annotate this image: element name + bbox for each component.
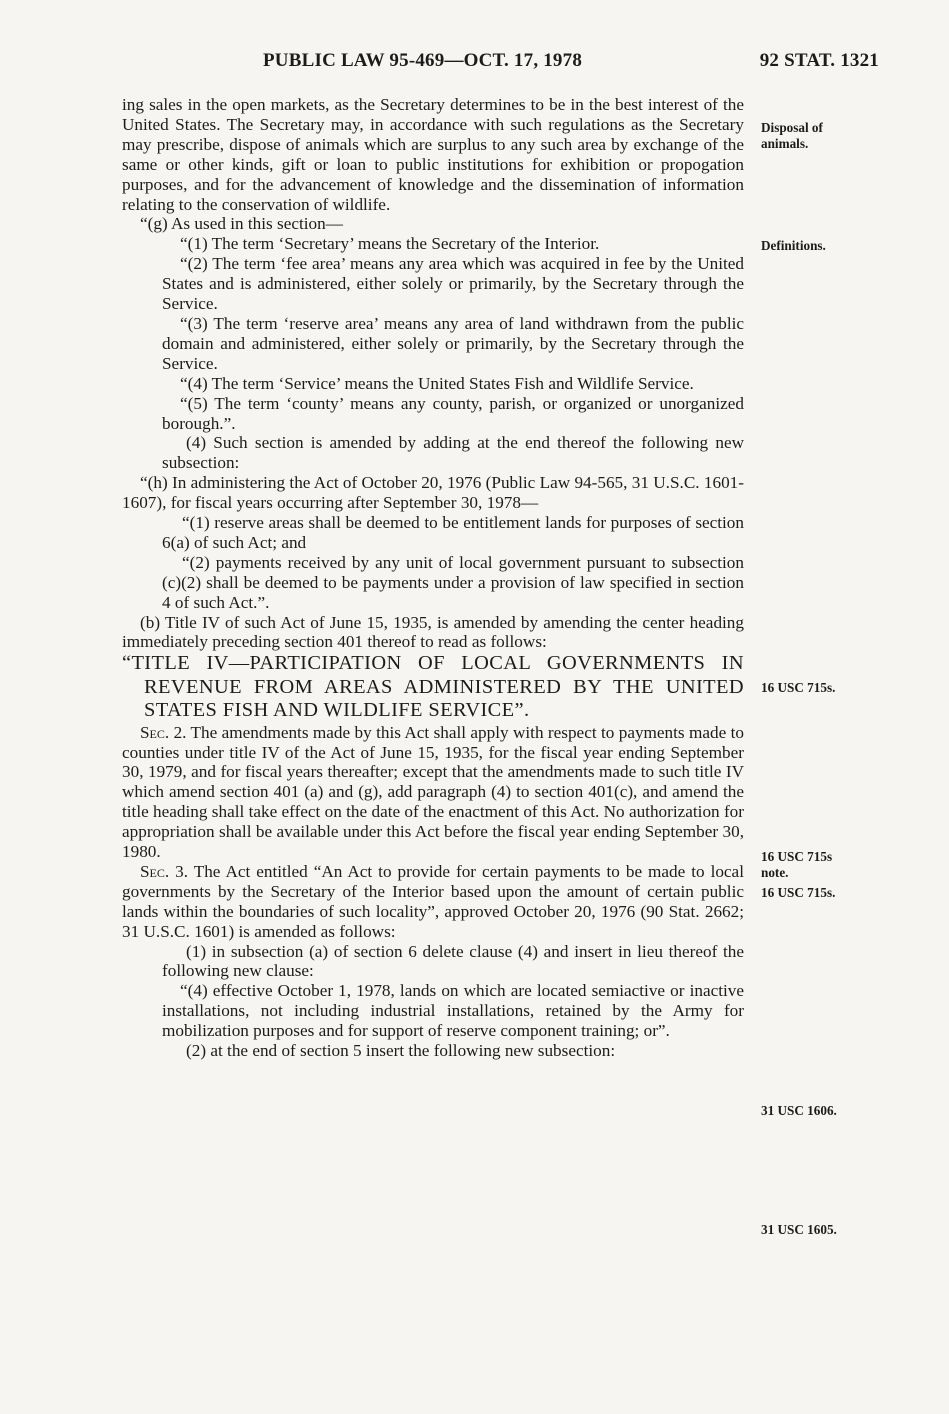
paragraph-continuation: ing sales in the open markets, as the Secretary determines to be in the best interest of the United States. The Secretary may, in accordance with such regulations as the Secretary may prescribe, dispose of animals which are surplus to any such area by exchange of the same or other kinds, gift or loan to public institutions for exhibition or propogation purposes, and for the advancement of knowledge and the dissemination of information relating to the conservation of wildlife.: [122, 95, 744, 214]
section-2-label: Sec. 2.: [140, 722, 187, 742]
section-3-clause-2: (2) at the end of section 5 insert the following new subsection:: [186, 1041, 616, 1061]
definition-service: “(4) The term ‘Service’ means the United States Fish and Wildlife Service.: [180, 373, 694, 393]
definition-secretary: “(1) The term ‘Secretary’ means the Secretary of the Interior.: [180, 234, 600, 254]
margin-note-definitions: Definitions.: [761, 238, 826, 253]
margin-note-31-usc-1606: 31 USC 1606.: [761, 1103, 837, 1118]
subsection-h: “(h) In administering the Act of October 20, 1976 (Public Law 94-565, 31 U.S.C. 1601-1607), for fiscal years occurring after September 30, 1978—: [122, 473, 744, 513]
subsection-g: “(g) As used in this section—: [140, 214, 343, 234]
definition-reserve-area: “(3) The term ‘reserve area’ means any area of land withdrawn from the public domain and administered, either solely or primarily, by the Secretary through the Service.: [162, 313, 744, 373]
definition-fee-area: “(2) The term ‘fee area’ means any area which was acquired in fee by the United States and is administered, either solely or primarily, by the Secretary through the Service.: [162, 254, 744, 314]
new-clause-4: “(4) effective October 1, 1978, lands on which are located semiactive or inactive installations, not including industrial installations, retained by the Army for mobilization purposes and for support of reserve component training; or”.: [162, 981, 744, 1041]
margin-note-16-usc-715s-note: 16 USC 715s note.: [761, 849, 833, 880]
margin-note-31-usc-1605: 31 USC 1605.: [761, 1222, 837, 1237]
main-text: [122, 95, 744, 1061]
section-3-text: The Act entitled “An Act to provide for certain payments to be made to local governments by the Secretary of the Interior based upon the amount of certain public lands within the boundaries of such locality”, approved October 20, 1976 (90 Stat. 2662; 31 U.S.C. 1601) is amended as follows:: [122, 861, 744, 941]
section-2-text: The amendments made by this Act shall apply with respect to payments made to counties under title IV of the Act of June 15, 1935, for the fiscal year ending September 30, 1979, and for fiscal years thereafter; except that the amendments made to such title IV which amend section 401 (a) and (g), add paragraph (4) to section 401(c), and amend the title heading shall take effect on the date of the enactment of this Act. No authorization for appropriation shall be available under this Act before the fiscal year ending September 30, 1980.: [122, 722, 744, 862]
definition-county: “(5) The term ‘county’ means any county, parish, or organized or unorganized borough.”.: [162, 393, 744, 433]
section-3-clause-1: (1) in subsection (a) of section 6 delete clause (4) and insert in lieu thereof the following new clause:: [162, 941, 744, 981]
subsection-h-1: “(1) reserve areas shall be deemed to be entitlement lands for purposes of section 6(a) of such Act; and: [162, 513, 744, 552]
section-2: [122, 723, 744, 862]
margin-note-16-usc-715s-second: 16 USC 715s.: [761, 885, 836, 900]
section-3-label: Sec. 3.: [140, 861, 189, 881]
section-3: [122, 862, 744, 942]
subsection-h-2: “(2) payments received by any unit of local government pursuant to subsection (c)(2) shall be deemed to be payments under a provision of law specified in section 4 of such Act.”.: [162, 552, 744, 612]
amendment-4: (4) Such section is amended by adding at the end thereof the following new subsection:: [162, 433, 744, 473]
amendment-b: (b) Title IV of such Act of June 15, 1935, is amended by amending the center heading immediately preceding section 401 thereof to read as follows:: [122, 612, 744, 652]
title-iv-heading: “TITLE IV—PARTICIPATION OF LOCAL GOVERNMENTS IN REVENUE FROM AREAS ADMINISTERED BY THE UNITED STATES FISH AND WILDLIFE SERVICE”.: [122, 652, 744, 722]
statute-page-number: 92 STAT. 1321: [759, 50, 879, 71]
page-header: [0, 50, 949, 78]
margin-note-disposal: Disposal of animals.: [761, 120, 823, 151]
public-law-heading: PUBLIC LAW 95-469—OCT. 17, 1978: [263, 50, 583, 71]
margin-note-16-usc-715s: 16 USC 715s.: [761, 680, 836, 695]
